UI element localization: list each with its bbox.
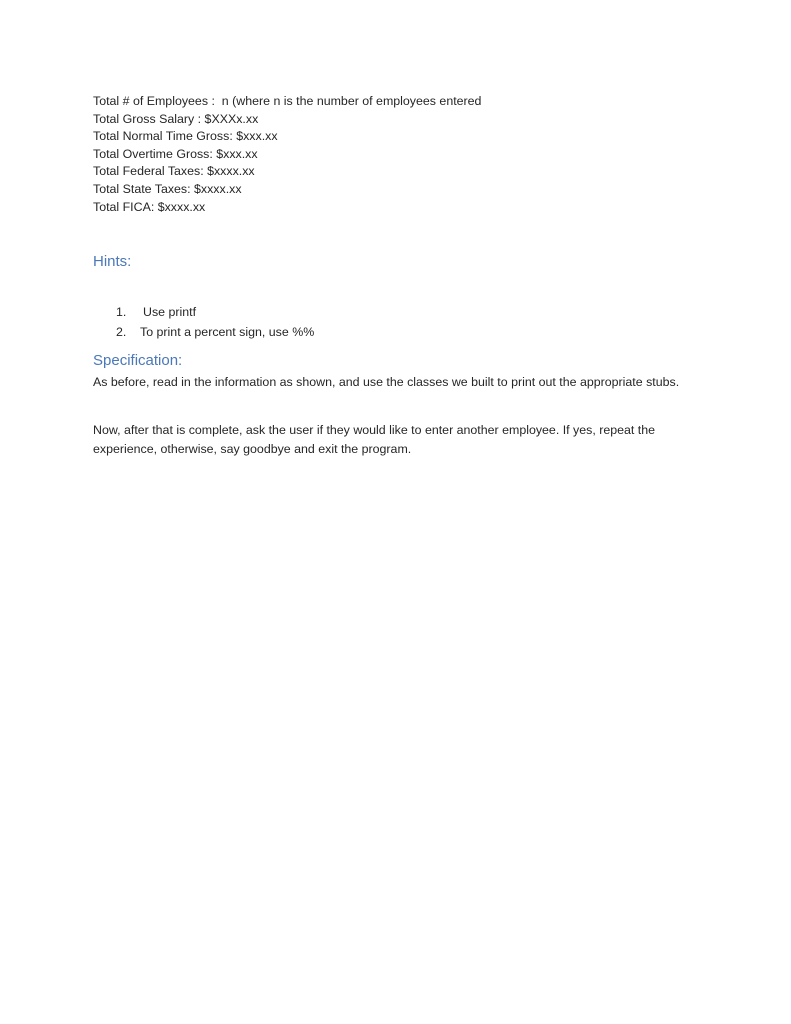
total-normal-time-gross-line: Total Normal Time Gross: $xxx.xx xyxy=(93,129,278,144)
total-gross-salary-line: Total Gross Salary : $XXXx.xx xyxy=(93,111,259,126)
list-item-number: 2. xyxy=(116,324,127,339)
list-item xyxy=(116,323,616,343)
specification-heading: Specification: xyxy=(93,352,183,369)
totals-block xyxy=(93,93,733,216)
hints-heading: Hints: xyxy=(93,253,132,270)
total-employees-line: Total # of Employees : n (where n is the number of employees entered xyxy=(93,94,482,108)
list-item-text: To print a percent sign, use %% xyxy=(140,324,315,339)
total-federal-taxes-line: Total Federal Taxes: $xxxx.xx xyxy=(93,164,255,179)
list-item xyxy=(116,303,616,323)
total-fica-line: Total FICA: $xxxx.xx xyxy=(93,199,206,214)
list-item-text: Use printf xyxy=(143,305,197,319)
hints-list xyxy=(116,303,616,342)
specification-paragraph: As before, read in the information as shown, and use the classes we built to print out the appropriate stubs. xyxy=(93,375,680,389)
total-state-taxes-line: Total State Taxes: $xxxx.xx xyxy=(93,181,242,196)
list-item-number: 1. xyxy=(116,305,127,319)
total-overtime-gross-line: Total Overtime Gross: $xxx.xx xyxy=(93,146,258,161)
specification-paragraph: Now, after that is complete, ask the user if they would like to enter another employee. If yes, repeat the experience, otherwise, say goodbye and exit the program. xyxy=(93,423,656,456)
